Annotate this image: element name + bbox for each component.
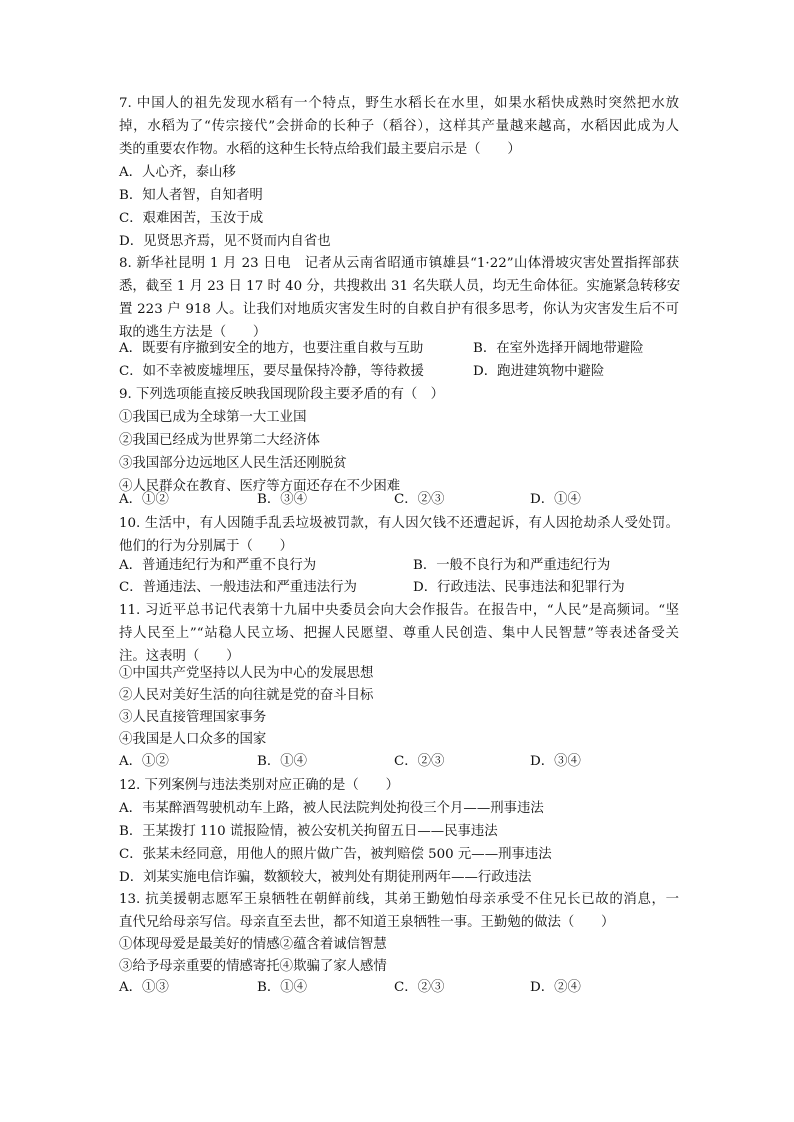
q9-option-a: A．①② [119,492,169,507]
q12-option-b: B．王某拨打 110 谎报险情，被公安机关拘留五日——民事违法 [119,824,498,839]
q9-stem: 9. 下列选项能直接反映我国现阶段主要矛盾的有（ ） [119,387,445,402]
q11-option-a: A．①② [119,754,169,769]
q12-stem: 12. 下列案例与违法类别对应正确的是（ ） [119,778,399,793]
q8-stem-line-2: 悉，截至 1 月 23 日 17 时 40 分，共搜救出 31 名失联人员，均无生命体征。实施紧急转移安 [119,279,681,294]
q10-option-c: C．普通违法、一般违法和严重违法行为 [119,580,357,595]
q12-option-d: D．刘某实施电信诈骗，数额较大，被判处有期徒刑两年——行政违法 [119,870,532,885]
q13-statement-1: ①体现母爱是最美好的情感②蕴含着诚信智慧 [119,937,387,952]
q9-option-c: C．②③ [394,492,445,507]
q10-option-a: A．普通违纪行为和严重不良行为 [119,558,317,573]
q7-option-d: D．见贤思齐焉，见不贤而内自省也 [119,234,331,249]
q13-option-b: B．①④ [257,980,308,995]
q11-statement-3: ③人民直接管理国家事务 [119,710,267,725]
q7-stem-line-3: 类的重要农作物。水稻的这种生长特点给我们最主要启示是（ ） [119,142,521,157]
q13-stem-line-1: 13. 抗美援朝志愿军王泉牺牲在朝鲜前线，其弟王勤勉怕母亲承受不住兄长已故的消息，一 [119,892,679,907]
q8-stem-line-4: 取的逃生方法是（ ） [119,325,267,340]
q8-option-d: D．跑进建筑物中避险 [473,364,605,379]
q13-option-a: A．①③ [119,980,169,995]
q7-option-a: A．人心齐，泰山移 [119,165,236,180]
q8-option-a: A．既要有序撤到安全的地方，也要注重自救与互助 [119,341,424,356]
q7-option-c: C．艰难困苦，玉汝于成 [119,211,264,226]
q11-option-d: D．③④ [530,754,581,769]
q10-option-d: D．行政违法、民事违法和犯罪行为 [413,580,625,595]
q11-statement-4: ④我国是人口众多的国家 [119,732,267,747]
q12-option-a: A．韦某醉酒驾驶机动车上路，被人民法院判处拘役三个月——刑事违法 [119,801,544,816]
q9-option-b: B．③④ [257,492,308,507]
q12-option-c: C．张某未经同意，用他人的照片做广告，被判赔偿 500 元——刑事违法 [119,847,552,862]
q8-stem-line-1: 8. 新华社昆明 1 月 23 日电 记者从云南省昭通市镇雄县“1·22”山体滑坡灾害处置指挥部获 [119,256,679,271]
q11-statement-1: ①中国共产党坚持以人民为中心的发展思想 [119,666,374,681]
q8-stem-line-3: 置 223 户 918 人。让我们对地质灾害发生时的自救自护有很多思考，你认为灾害发生后不可 [119,302,679,317]
q10-stem-line-1: 10. 生活中，有人因随手乱丢垃圾被罚款，有人因欠钱不还遭起诉，有人因抢劫杀人受处罚。 [119,516,679,531]
q13-statement-2: ③给予母亲重要的情感寄托④欺骗了家人感情 [119,959,387,974]
q9-statement-3: ③我国部分边远地区人民生活还刚脱贫 [119,456,347,471]
q10-option-b: B．一般不良行为和严重违纪行为 [413,558,611,573]
q9-option-d: D．①④ [530,492,581,507]
q8-option-b: B．在室外选择开阔地带避险 [473,341,644,356]
q7-stem-line-1: 7. 中国人的祖先发现水稻有一个特点，野生水稻长在水里，如果水稻快成熟时突然把水放 [119,96,679,111]
q11-stem-line-3: 注。这表明（ ） [119,649,240,664]
q9-statement-2: ②我国已经成为世界第二大经济体 [119,433,320,448]
q9-statement-4: ④人民群众在教育、医疗等方面还存在不少困难 [119,479,401,494]
q7-stem-line-2: 掉，水稻为了“传宗接代”会拼命的长种子（稻谷），这样其产量越来越高，水稻因此成为人 [119,119,679,134]
q9-statement-1: ①我国已成为全球第一大工业国 [119,410,307,425]
q13-stem-line-2: 直代兄给母亲写信。母亲直至去世，都不知道王泉牺牲一事。王勤勉的做法（ ） [119,915,615,930]
q11-option-b: B．①④ [257,754,308,769]
q11-option-c: C．②③ [394,754,445,769]
q11-stem-line-2: 持人民至上”“站稳人民立场、把握人民愿望、尊重人民创造、集中人民智慧”等表述备受关 [119,626,679,641]
q13-option-c: C．②③ [394,980,445,995]
q11-statement-2: ②人民对美好生活的向往就是党的奋斗目标 [119,688,374,703]
q13-option-d: D．②④ [530,980,581,995]
q7-option-b: B．知人者智，自知者明 [119,188,263,203]
q10-stem-line-2: 他们的行为分别属于（ ） [119,539,294,554]
q8-option-c: C．如不幸被废墟埋压，要尽量保持冷静，等待救援 [119,364,424,379]
q11-stem-line-1: 11. 习近平总书记代表第十九届中央委员会向大会作报告。在报告中，“人民”是高频词。“坚 [119,603,679,618]
